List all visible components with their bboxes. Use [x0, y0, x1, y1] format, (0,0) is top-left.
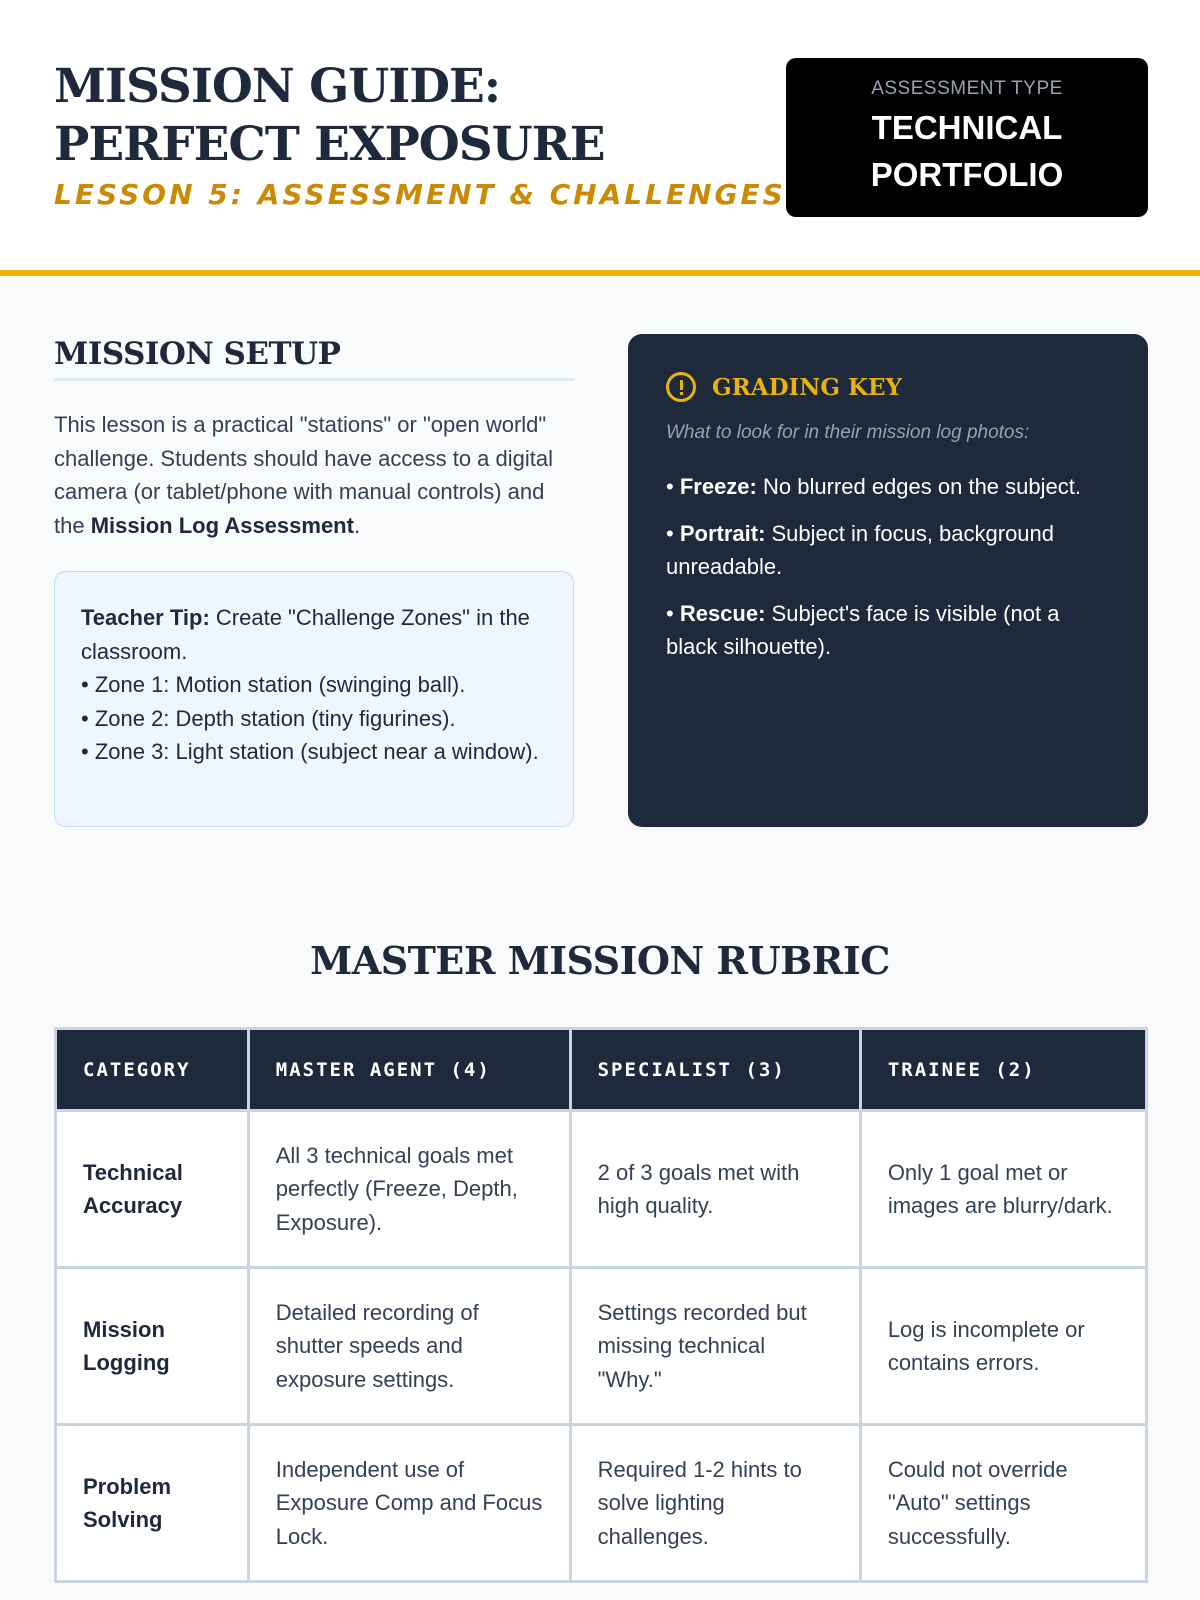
grading-item-rescue: • Rescue: Subject's face is visible (not a black silhouette). [666, 600, 1060, 659]
specialist-cell: 2 of 3 goals met with high quality. [570, 1111, 860, 1268]
grading-item-text: Subject's face is visible (not a black silhouette). [666, 600, 1060, 659]
setup-text-before: This lesson is a practical "stations" or "open world" challenge. Students should have access to a digital camera (or tablet/phone with manual controls) and the [54, 412, 553, 538]
lesson-subtitle: LESSON 5: ASSESSMENT & CHALLENGES [54, 178, 786, 211]
tip-zone-3: • Zone 3: Light station (subject near a window). [81, 739, 539, 764]
grading-item-label: Rescue: [679, 600, 766, 626]
rubric-table [54, 1027, 1148, 1583]
setup-text-bold: Mission Log Assessment [90, 512, 354, 538]
grading-item-label: Freeze: [679, 474, 757, 499]
grading-key-list [666, 470, 1110, 664]
setup-text-after: . [353, 512, 361, 538]
badge-value-line1: TECHNICAL [871, 109, 1063, 146]
page-header [0, 0, 1200, 276]
grading-item-text: Subject in focus, background unreadable. [666, 520, 1055, 579]
tip-zone-2: • Zone 2: Depth station (tiny figurines). [81, 705, 456, 731]
mission-setup-text [54, 408, 576, 542]
teacher-tip-box [54, 571, 574, 827]
tip-zone-1: • Zone 1: Motion station (swinging ball). [81, 672, 466, 697]
category-cell: Technical Accuracy [56, 1111, 249, 1268]
table-row [56, 1268, 1147, 1425]
category-cell: Problem Solving [56, 1425, 249, 1582]
rubric-title: MASTER MISSION RUBRIC [310, 938, 890, 983]
mission-setup-heading: MISSION SETUP [54, 336, 574, 381]
trainee-cell: Only 1 goal met or images are blurry/dark. [860, 1111, 1146, 1268]
trainee-cell: Log is incomplete or contains errors. [860, 1268, 1146, 1425]
header-master-agent: MASTER AGENT (4) [248, 1029, 570, 1111]
trainee-cell: Could not override "Auto" settings successfully. [860, 1425, 1146, 1582]
badge-value-line2: PORTFOLIO [870, 156, 1064, 193]
master-agent-cell: Detailed recording of shutter speeds and exposure settings. [248, 1268, 570, 1425]
category-cell: Mission Logging [56, 1268, 249, 1425]
grading-key-title: GRADING KEY [712, 373, 902, 401]
header-trainee: TRAINEE (2) [860, 1029, 1146, 1111]
specialist-cell: Required 1-2 hints to solve lighting challenges. [570, 1425, 860, 1582]
grading-item-freeze: • Freeze: No blurred edges on the subject. [666, 474, 1081, 499]
tip-text: Create "Challenge Zones" in the classroom. [81, 605, 530, 664]
alert-circle-icon [666, 372, 696, 402]
grading-key-panel [628, 334, 1148, 827]
master-agent-cell: All 3 technical goals met perfectly (Freeze, Depth, Exposure). [248, 1111, 570, 1268]
grading-item-label: Portrait: [679, 520, 766, 546]
tip-label: Teacher Tip: [81, 605, 210, 630]
page-title: MISSION GUIDE: PERFECT EXPOSURE [54, 59, 605, 172]
grading-key-header [666, 372, 1110, 402]
badge-value [786, 104, 1148, 198]
assessment-type-badge [786, 58, 1148, 217]
grading-item-portrait: • Portrait: Subject in focus, background unreadable. [666, 520, 1055, 579]
badge-label: ASSESSMENT TYPE [871, 78, 1063, 99]
header-category: CATEGORY [56, 1029, 249, 1111]
specialist-cell: Settings recorded but missing technical "Why." [570, 1268, 860, 1425]
tip-intro [81, 601, 547, 668]
grading-item-text: No blurred edges on the subject. [756, 474, 1081, 499]
grading-key-subtitle: What to look for in their mission log photos: [666, 422, 1030, 443]
table-row [56, 1425, 1147, 1582]
table-row [56, 1111, 1147, 1268]
header-specialist: SPECIALIST (3) [570, 1029, 860, 1111]
rubric-header-row [56, 1029, 1147, 1111]
master-agent-cell: Independent use of Exposure Comp and Focus Lock. [248, 1425, 570, 1582]
